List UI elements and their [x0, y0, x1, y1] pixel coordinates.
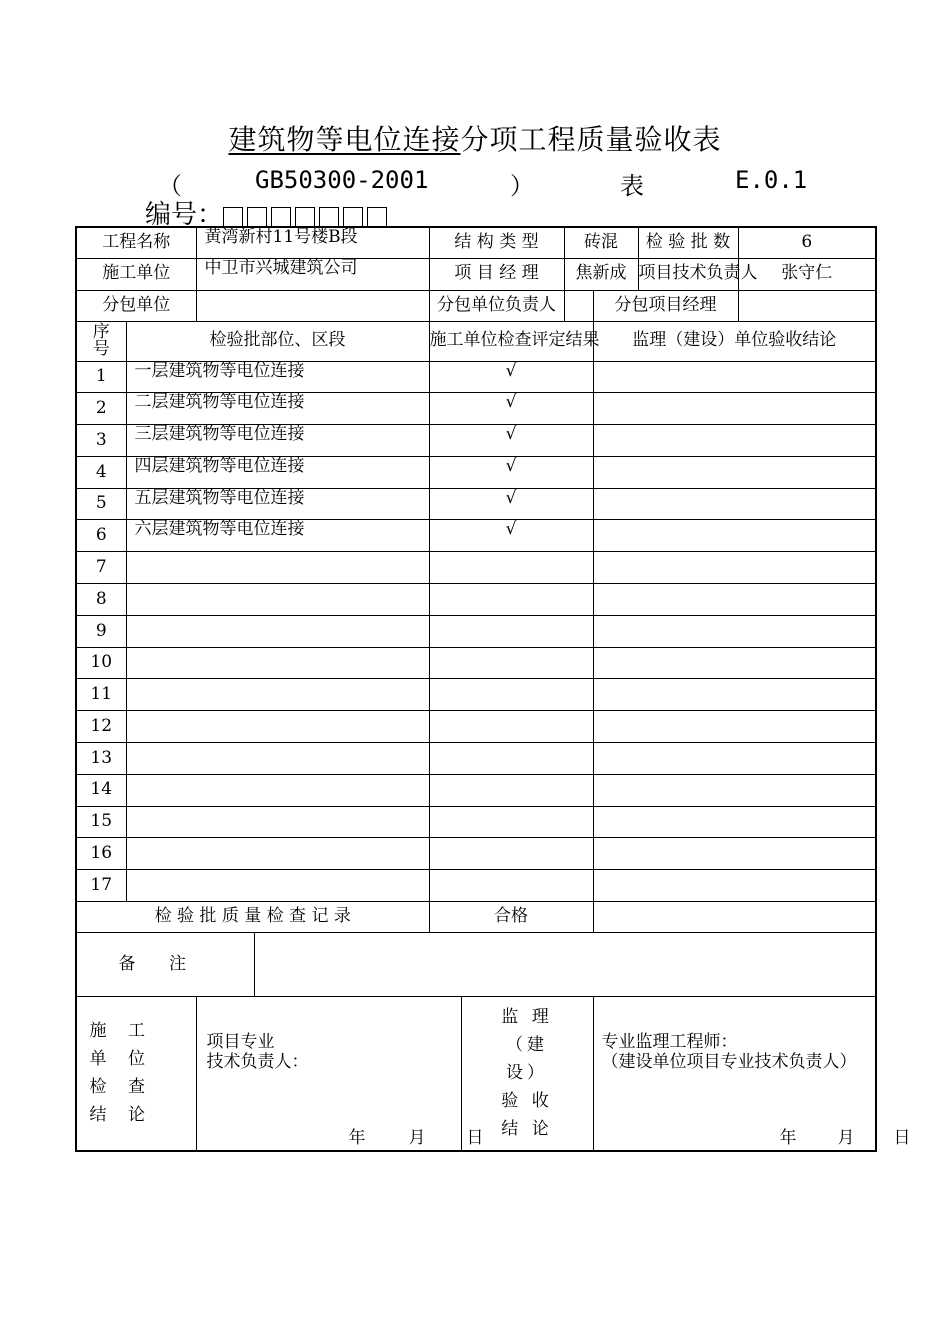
row-supervisor-result	[593, 647, 876, 679]
row-supervisor-result	[593, 361, 876, 393]
row-part	[126, 774, 429, 806]
row-supervisor-result	[593, 774, 876, 806]
page-title	[0, 118, 950, 158]
contractor-conclusion-label	[76, 997, 196, 1151]
table-row	[76, 711, 876, 743]
structure-type-value: 砖混	[564, 227, 638, 258]
supervisor-month: 月	[837, 1128, 855, 1149]
row-part	[126, 806, 429, 838]
row-part: 三层建筑物等电位连接	[126, 425, 429, 457]
sub-pm-label: 分包项目经理	[593, 290, 738, 321]
row-part	[126, 743, 429, 775]
supervisor-day: 日	[893, 1128, 911, 1149]
row-seq: 17	[76, 870, 126, 902]
row-contractor-result	[429, 774, 593, 806]
col-seq: 序号	[76, 321, 126, 361]
table-row	[76, 806, 876, 838]
row-seq: 13	[76, 743, 126, 775]
row-contractor-result	[429, 806, 593, 838]
row-seq: 14	[76, 774, 126, 806]
row-supervisor-result	[593, 679, 876, 711]
batch-count-value: 6	[738, 227, 876, 258]
table-row	[76, 870, 876, 902]
conclusion-label-line: 结 论	[89, 1105, 153, 1126]
standard-close: ）	[510, 172, 534, 200]
supervisor-conclusion-body	[593, 997, 911, 1151]
row-part	[126, 584, 429, 616]
row-seq: 15	[76, 806, 126, 838]
row-contractor-result	[429, 711, 593, 743]
row-contractor-result: √	[429, 488, 593, 520]
standard-code: GB50300-2001	[255, 166, 429, 194]
table-row	[76, 520, 876, 552]
contractor-day: 日	[466, 1128, 484, 1149]
row-part	[126, 615, 429, 647]
row-seq: 3	[76, 425, 126, 457]
row-supervisor-result	[593, 615, 876, 647]
sub-value	[196, 290, 429, 321]
table-row	[76, 647, 876, 679]
row-supervisor-result	[593, 806, 876, 838]
table-row	[76, 488, 876, 520]
table-row	[76, 615, 876, 647]
quality-record-label: 检 验 批 质 量 检 查 记 录	[76, 902, 429, 933]
row-seq: 4	[76, 456, 126, 488]
row-contractor-result: √	[429, 393, 593, 425]
contractor-line1: 项目专业	[206, 1032, 275, 1053]
table-row	[76, 743, 876, 775]
row-part	[126, 679, 429, 711]
row-seq: 10	[76, 647, 126, 679]
col-part: 检验批部位、区段	[126, 321, 429, 361]
remarks-value	[254, 933, 876, 997]
conclusion-label-line: 检 查	[89, 1077, 153, 1098]
row-supervisor-result	[593, 711, 876, 743]
conclusion-label-line: 单 位	[89, 1049, 153, 1070]
biaohao-label: 编号：	[145, 200, 224, 230]
standard-number: E.0.1	[735, 166, 808, 194]
row-part	[126, 552, 429, 584]
sub-lead-value	[564, 290, 593, 321]
contractor-conclusion-body	[196, 997, 484, 1151]
col-supervisor-result: 监理（建设）单位验收结论	[593, 321, 876, 361]
row-part: 一层建筑物等电位连接	[126, 361, 429, 393]
sub-lead-label: 分包单位负责人	[429, 290, 564, 321]
row-contractor-result	[429, 870, 593, 902]
row-supervisor-result	[593, 393, 876, 425]
row-contractor-result: √	[429, 361, 593, 393]
quality-record-supervisor	[593, 902, 876, 933]
table-row	[76, 361, 876, 393]
row-contractor-result: √	[429, 456, 593, 488]
contractor-label: 施工单位	[76, 258, 196, 290]
row-contractor-result	[429, 743, 593, 775]
conclusion-label-line: 结 论	[501, 1119, 553, 1140]
contractor-value: 中卫市兴城建筑公司	[196, 258, 429, 290]
row-supervisor-result	[593, 870, 876, 902]
remarks-label: 备 注	[76, 933, 254, 997]
project-name-value: 黄湾新村11号楼B段	[196, 227, 429, 258]
table-row	[76, 584, 876, 616]
col-contractor-result: 施工单位检查评定结果	[429, 321, 593, 361]
row-contractor-result	[429, 838, 593, 870]
batch-count-label: 检 验 批 数	[638, 227, 738, 258]
row-contractor-result: √	[429, 520, 593, 552]
quality-record-result: 合格	[429, 902, 593, 933]
row-seq: 6	[76, 520, 126, 552]
row-part: 二层建筑物等电位连接	[126, 393, 429, 425]
sub-pm-value	[738, 290, 876, 321]
table-row	[76, 425, 876, 457]
acceptance-table	[75, 226, 911, 1152]
tech-lead-label: 项目技术负责人	[638, 258, 738, 290]
row-contractor-result	[429, 679, 593, 711]
row-seq: 12	[76, 711, 126, 743]
row-contractor-result	[429, 584, 593, 616]
contractor-month: 月	[408, 1128, 426, 1149]
conclusion-label-line: 监 理	[501, 1007, 553, 1028]
supervisor-line1: 专业监理工程师：	[601, 1032, 738, 1053]
contractor-line2: 技术负责人：	[206, 1052, 309, 1073]
pm-value: 焦新成	[564, 258, 638, 290]
project-name-label: 工程名称	[76, 227, 196, 258]
sub-label: 分包单位	[76, 290, 196, 321]
row-supervisor-result	[593, 552, 876, 584]
supervisor-line2: （建设单位项目专业技术负责人）	[601, 1052, 857, 1073]
contractor-year: 年	[348, 1128, 366, 1149]
conclusion-label-line: 施 工	[89, 1021, 153, 1042]
conclusion-label-line: （建	[506, 1035, 548, 1056]
table-row	[76, 456, 876, 488]
row-supervisor-result	[593, 838, 876, 870]
row-contractor-result	[429, 615, 593, 647]
standard-label: 表	[620, 172, 644, 200]
row-part	[126, 838, 429, 870]
row-supervisor-result	[593, 456, 876, 488]
pm-label: 项 目 经 理	[429, 258, 564, 290]
row-part: 四层建筑物等电位连接	[126, 456, 429, 488]
row-contractor-result	[429, 647, 593, 679]
title-underlined: 建筑物等电位连接	[228, 123, 461, 156]
row-contractor-result: √	[429, 425, 593, 457]
structure-type-label: 结 构 类 型	[429, 227, 564, 258]
table-row	[76, 679, 876, 711]
table-row	[76, 838, 876, 870]
table-row	[76, 552, 876, 584]
standard-open: （	[158, 172, 182, 200]
supervisor-year: 年	[779, 1128, 797, 1149]
row-supervisor-result	[593, 425, 876, 457]
conclusion-label-line: 设）	[506, 1063, 548, 1084]
tech-lead-value: 张守仁	[738, 258, 876, 290]
table-row	[76, 774, 876, 806]
row-supervisor-result	[593, 520, 876, 552]
row-part	[126, 647, 429, 679]
row-seq: 7	[76, 552, 126, 584]
row-seq: 16	[76, 838, 126, 870]
row-supervisor-result	[593, 743, 876, 775]
title-rest: 分项工程质量验收表	[460, 123, 722, 156]
row-part: 六层建筑物等电位连接	[126, 520, 429, 552]
row-seq: 11	[76, 679, 126, 711]
row-supervisor-result	[593, 584, 876, 616]
row-seq: 8	[76, 584, 126, 616]
conclusion-label-line: 验 收	[501, 1091, 553, 1112]
row-contractor-result	[429, 552, 593, 584]
row-part	[126, 870, 429, 902]
row-supervisor-result	[593, 488, 876, 520]
row-seq: 9	[76, 615, 126, 647]
row-seq: 5	[76, 488, 126, 520]
row-seq: 2	[76, 393, 126, 425]
row-part	[126, 711, 429, 743]
row-part: 五层建筑物等电位连接	[126, 488, 429, 520]
row-seq: 1	[76, 361, 126, 393]
table-row	[76, 393, 876, 425]
